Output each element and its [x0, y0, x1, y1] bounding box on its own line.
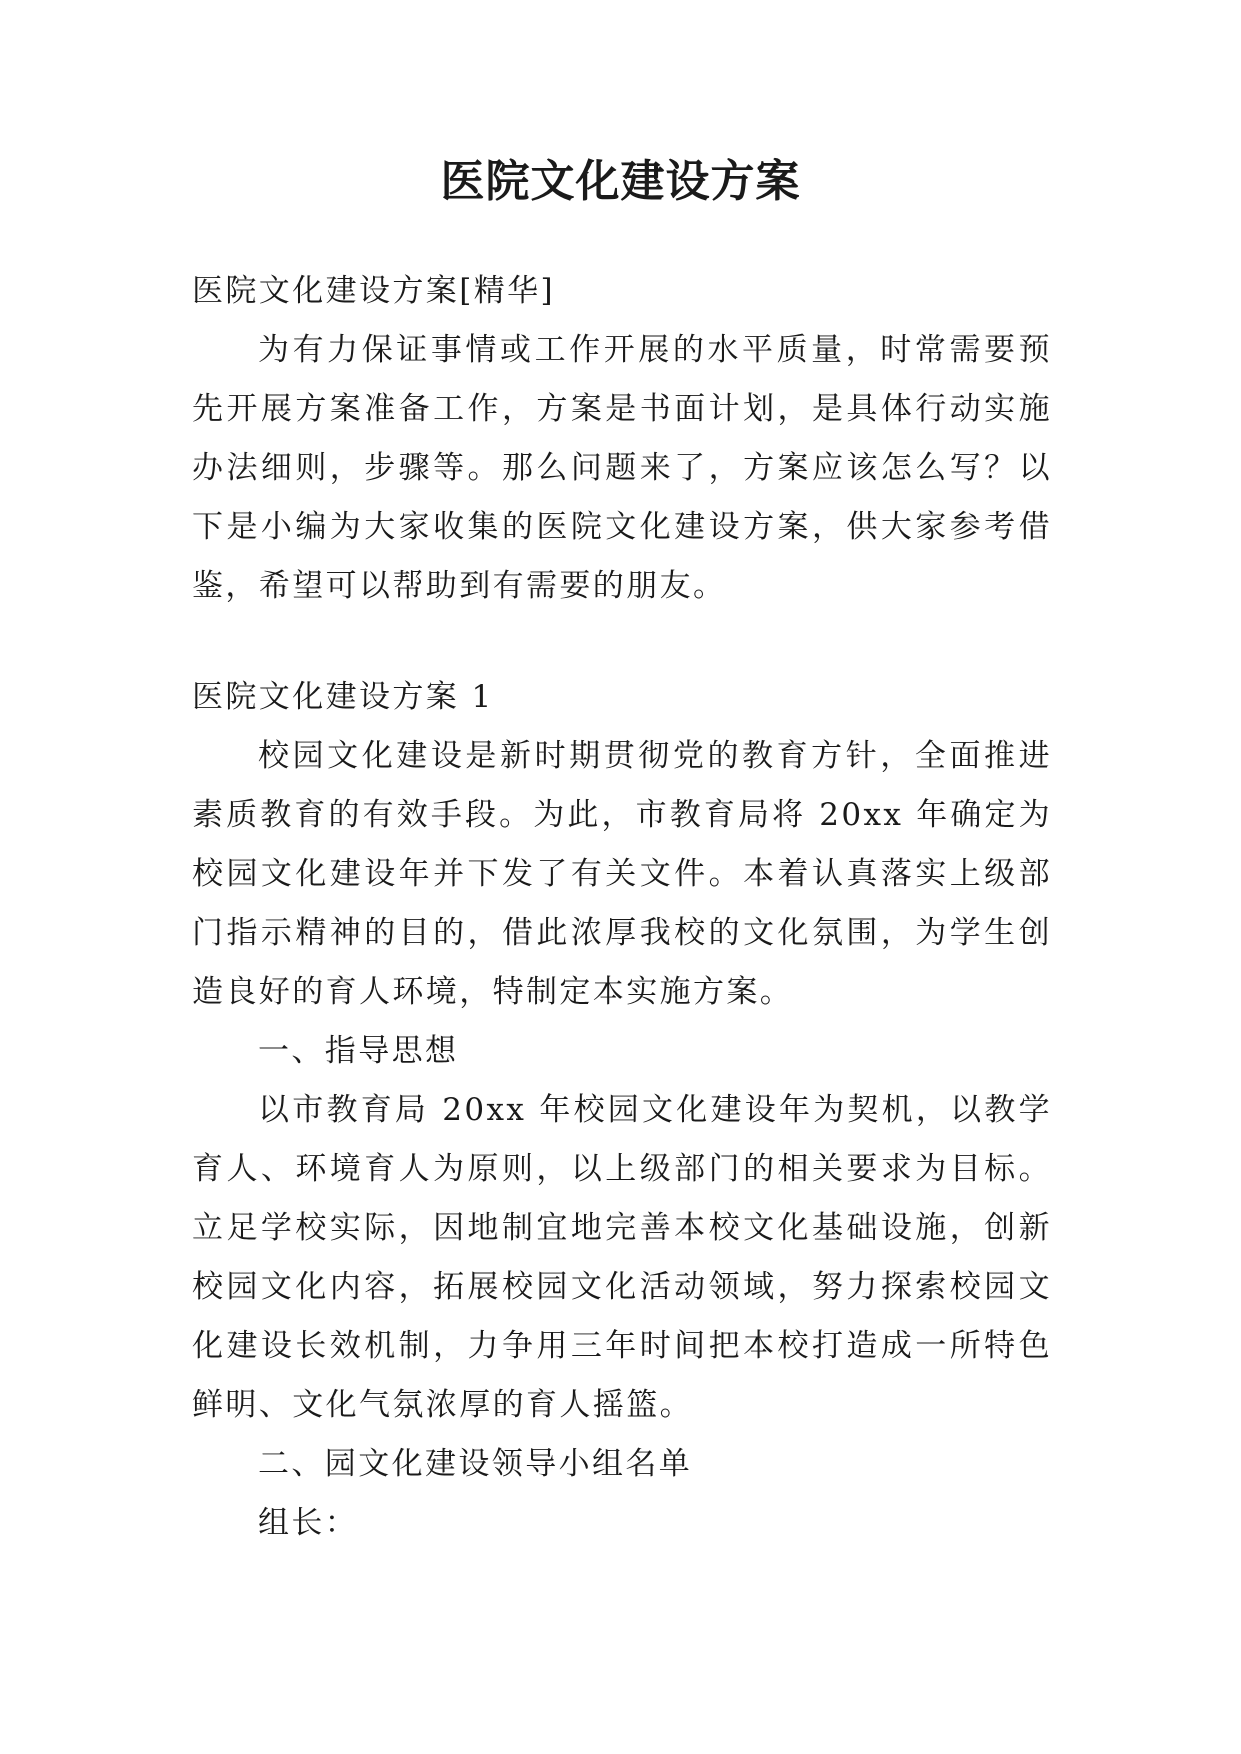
document-title: 医院文化建设方案: [440, 156, 801, 207]
section-paragraph: 校园文化建设是新时期贯彻党的教育方针，全面推进素质教育的有效手段。为此，市教育局将 20xx 年确定为校园文化建设年并下发了有关文件。本着认真落实上级部门指示精神的目的，借此浓厚我校的文化氛围，为学生创造良好的育人环境，特制定本实施方案。: [192, 738, 1052, 1010]
document-body: [192, 262, 1052, 1553]
section-heading-leadership-group: 二、园文化建设领导小组名单: [258, 1446, 693, 1482]
leader-label: 组长：: [258, 1505, 359, 1541]
document-subtitle: 医院文化建设方案[精华]: [192, 273, 555, 309]
intro-paragraph: 为有力保证事情或工作开展的水平质量，时常需要预先开展方案准备工作，方案是书面计划，是具体行动实施办法细则，步骤等。那么问题来了，方案应该怎么写？以下是小编为大家收集的医院文化建设方案，供大家参考借鉴，希望可以帮助到有需要的朋友。: [192, 332, 1052, 604]
guiding-ideology-paragraph: 以市教育局 20xx 年校园文化建设年为契机，以教学育人、环境育人为原则，以上级部门的相关要求为目标。立足学校实际，因地制宜地完善本校文化基础设施，创新校园文化内容，拓展校园文化活动领域，努力探索校园文化建设长效机制，力争用三年时间把本校打造成一所特色鲜明、文化气氛浓厚的育人摇篮。: [192, 1092, 1052, 1423]
section-title: 医院文化建设方案 1: [192, 679, 494, 715]
section-heading-guiding-ideology: 一、指导思想: [258, 1033, 459, 1069]
